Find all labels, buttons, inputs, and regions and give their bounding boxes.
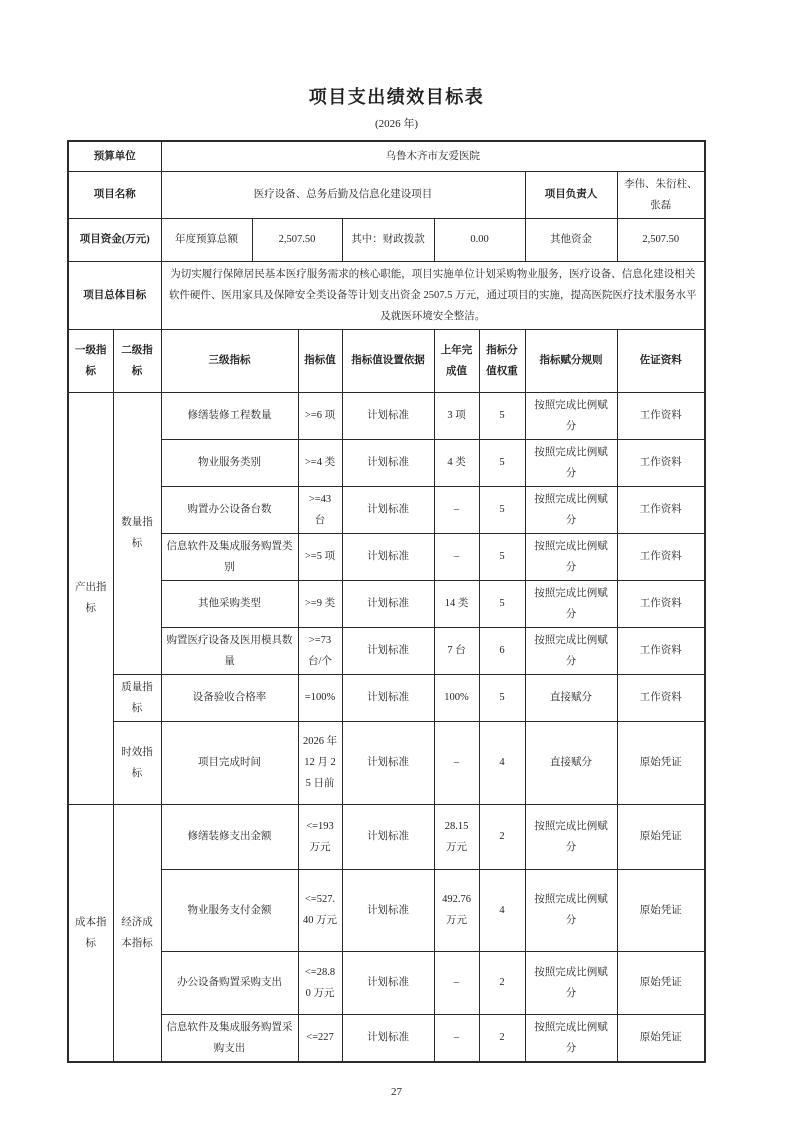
col-header-rule: 指标赋分规则 (525, 329, 617, 392)
indicator-row (68, 627, 705, 674)
col-header-level3: 三级指标 (161, 329, 298, 392)
other-funds-value: 2,507.50 (617, 218, 705, 261)
cell-weight: 5 (479, 533, 525, 580)
cell-weight: 2 (479, 804, 525, 869)
indicator-row (68, 439, 705, 486)
doc-subtitle: (2026 年) (374, 118, 419, 130)
cell-basis: 计划标准 (342, 721, 434, 804)
cell-name: 购置办公设备台数 (161, 486, 298, 533)
cell-prev: 4 类 (434, 439, 479, 486)
cell-target: <=527.40 万元 (298, 869, 342, 951)
other-funds-label: 其他资金 (525, 218, 617, 261)
cell-prev: 100% (434, 674, 479, 721)
cell-evidence: 原始凭证 (617, 804, 705, 869)
cell-name: 物业服务支付金额 (161, 869, 298, 951)
cell-rule: 按照完成比例赋分 (525, 439, 617, 486)
cell-name: 项目完成时间 (161, 721, 298, 804)
budget-unit-value: 乌鲁木齐市友爱医院 (161, 141, 705, 171)
cell-weight: 6 (479, 627, 525, 674)
cell-weight: 5 (479, 580, 525, 627)
level1-output-cell: 产出指标 (68, 392, 113, 804)
cell-prev: 14 类 (434, 580, 479, 627)
cell-weight: 2 (479, 1014, 525, 1062)
cell-target: =100% (298, 674, 342, 721)
cell-prev: – (434, 1014, 479, 1062)
col-header-evidence: 佐证资料 (617, 329, 705, 392)
cell-rule: 按照完成比例赋分 (525, 533, 617, 580)
col-header-basis: 指标值设置依据 (342, 329, 434, 392)
cell-prev: – (434, 721, 479, 804)
cell-weight: 5 (479, 439, 525, 486)
cell-evidence: 工作资料 (617, 674, 705, 721)
overall-goal-row (68, 261, 705, 329)
cell-evidence: 工作资料 (617, 392, 705, 439)
cell-prev: 7 台 (434, 627, 479, 674)
level2-quantity-cell: 数量指标 (113, 392, 161, 674)
cell-target: >=4 类 (298, 439, 342, 486)
level2-quality-cell: 质量指标 (113, 674, 161, 721)
project-leader-label: 项目负责人 (525, 171, 617, 218)
overall-goal-label: 项目总体目标 (68, 261, 161, 329)
cell-target: >=43 台 (298, 486, 342, 533)
col-header-level1: 一级指标 (68, 329, 113, 392)
page-number: 27 (391, 1085, 402, 1098)
cell-rule: 直接赋分 (525, 674, 617, 721)
cell-evidence: 原始凭证 (617, 869, 705, 951)
cell-basis: 计划标准 (342, 439, 434, 486)
cell-target: <=193 万元 (298, 804, 342, 869)
cell-basis: 计划标准 (342, 392, 434, 439)
cell-evidence: 工作资料 (617, 486, 705, 533)
doc-title: 项目支出绩效目标表 (308, 87, 485, 107)
cell-target: <=227 (298, 1014, 342, 1062)
cell-weight: 4 (479, 721, 525, 804)
indicator-row (68, 486, 705, 533)
cell-name: 信息软件及集成服务购置类别 (161, 533, 298, 580)
cell-target: >=73 台/个 (298, 627, 342, 674)
cell-target: >=5 项 (298, 533, 342, 580)
cell-name: 购置医疗设备及医用模具数量 (161, 627, 298, 674)
cell-rule: 按照完成比例赋分 (525, 580, 617, 627)
cell-name: 物业服务类别 (161, 439, 298, 486)
col-header-level2: 二级指标 (113, 329, 161, 392)
cell-rule: 按照完成比例赋分 (525, 869, 617, 951)
cell-basis: 计划标准 (342, 580, 434, 627)
fiscal-allocation-value: 0.00 (434, 218, 525, 261)
cell-weight: 4 (479, 869, 525, 951)
cell-name: 信息软件及集成服务购置采购支出 (161, 1014, 298, 1062)
cell-target: <=28.80 万元 (298, 951, 342, 1014)
indicator-header-row (68, 329, 705, 392)
indicator-row (68, 392, 705, 439)
cell-evidence: 工作资料 (617, 533, 705, 580)
cell-basis: 计划标准 (342, 804, 434, 869)
cell-weight: 5 (479, 674, 525, 721)
cell-prev: 3 项 (434, 392, 479, 439)
cell-basis: 计划标准 (342, 627, 434, 674)
cell-rule: 按照完成比例赋分 (525, 627, 617, 674)
annual-budget-value: 2,507.50 (252, 218, 342, 261)
project-name-row (68, 171, 705, 218)
cell-basis: 计划标准 (342, 951, 434, 1014)
cell-evidence: 工作资料 (617, 627, 705, 674)
cell-evidence: 原始凭证 (617, 1014, 705, 1062)
cell-weight: 5 (479, 486, 525, 533)
indicator-row (68, 804, 705, 869)
cell-prev: – (434, 486, 479, 533)
cell-basis: 计划标准 (342, 486, 434, 533)
cell-target: >=6 项 (298, 392, 342, 439)
indicator-row (68, 533, 705, 580)
cell-rule: 按照完成比例赋分 (525, 392, 617, 439)
cell-weight: 5 (479, 392, 525, 439)
project-name-value: 医疗设备、总务后勤及信息化建设项目 (161, 171, 525, 218)
cell-prev: – (434, 951, 479, 1014)
cell-target: 2026 年 12 月 25 日前 (298, 721, 342, 804)
col-header-weight: 指标分值权重 (479, 329, 525, 392)
indicator-row (68, 580, 705, 627)
col-header-target: 指标值 (298, 329, 342, 392)
cell-rule: 按照完成比例赋分 (525, 1014, 617, 1062)
cell-prev: – (434, 533, 479, 580)
cell-evidence: 原始凭证 (617, 951, 705, 1014)
cell-rule: 直接赋分 (525, 721, 617, 804)
cell-basis: 计划标准 (342, 533, 434, 580)
cell-prev: 492.76 万元 (434, 869, 479, 951)
project-leader-value: 李伟、朱衍柱、张磊 (617, 171, 705, 218)
col-header-prev: 上年完成值 (434, 329, 479, 392)
budget-unit-label: 预算单位 (68, 141, 161, 171)
project-funds-row (68, 218, 705, 261)
level2-economic-cost-cell: 经济成本指标 (113, 804, 161, 1062)
level2-timeliness-cell: 时效指标 (113, 721, 161, 804)
cell-evidence: 工作资料 (617, 439, 705, 486)
cell-evidence: 原始凭证 (617, 721, 705, 804)
cell-basis: 计划标准 (342, 869, 434, 951)
cell-rule: 按照完成比例赋分 (525, 951, 617, 1014)
cell-name: 修缮装修工程数量 (161, 392, 298, 439)
annual-budget-label: 年度预算总额 (161, 218, 252, 261)
cell-name: 设备验收合格率 (161, 674, 298, 721)
cell-name: 修缮装修支出金额 (161, 804, 298, 869)
overall-goal-text: 为切实履行保障居民基本医疗服务需求的核心职能，项目实施单位计划采购物业服务，医疗设备、信息化建设相关软件硬件、医用家具及保障安全类设备等计划支出资金 2507.5 万元，通过项目的实施，提高医院医疗技术服务水平及就医环境安全整洁。 (161, 261, 705, 329)
cell-weight: 2 (479, 951, 525, 1014)
performance-target-table (67, 140, 706, 1063)
cell-evidence: 工作资料 (617, 580, 705, 627)
fiscal-allocation-label: 其中：财政拨款 (342, 218, 434, 261)
cell-name: 办公设备购置采购支出 (161, 951, 298, 1014)
cell-target: >=9 类 (298, 580, 342, 627)
budget-unit-row (68, 141, 705, 171)
project-name-label: 项目名称 (68, 171, 161, 218)
cell-name: 其他采购类型 (161, 580, 298, 627)
indicator-row (68, 721, 705, 804)
cell-basis: 计划标准 (342, 674, 434, 721)
cell-basis: 计划标准 (342, 1014, 434, 1062)
indicator-row (68, 1014, 705, 1062)
cell-prev: 28.15 万元 (434, 804, 479, 869)
indicator-row (68, 869, 705, 951)
cell-rule: 按照完成比例赋分 (525, 804, 617, 869)
project-funds-label: 项目资金(万元) (68, 218, 161, 261)
level1-cost-cell: 成本指标 (68, 804, 113, 1062)
cell-rule: 按照完成比例赋分 (525, 486, 617, 533)
indicator-row (68, 674, 705, 721)
indicator-row (68, 951, 705, 1014)
